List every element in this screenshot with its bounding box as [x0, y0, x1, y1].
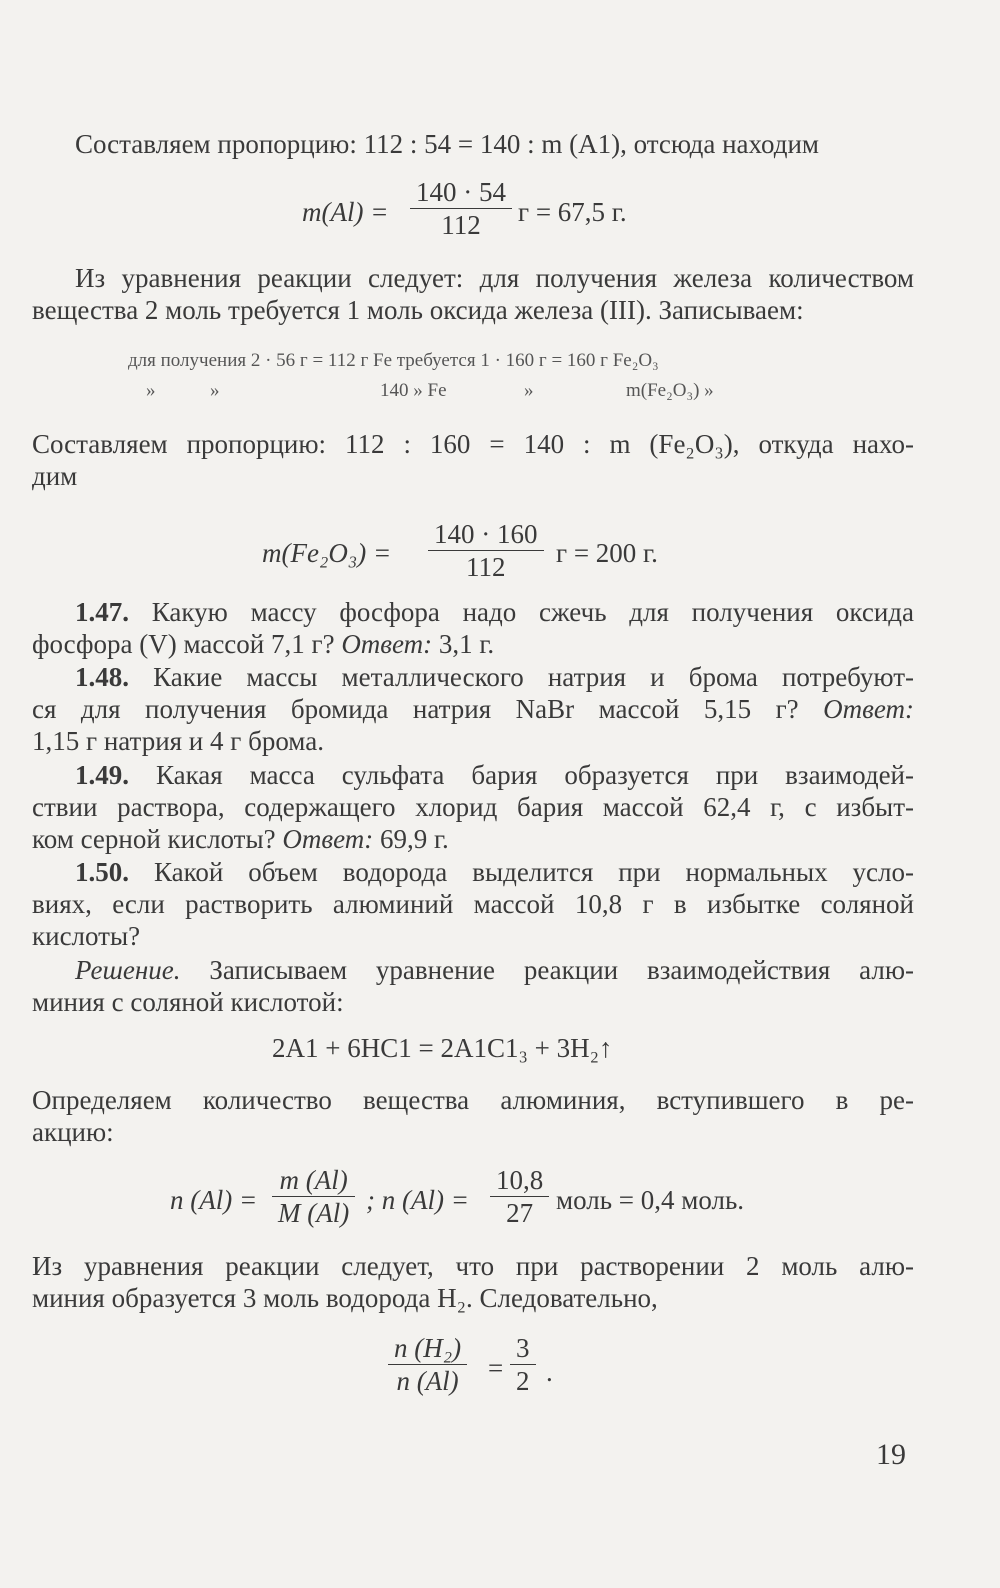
- fraction: [510, 1332, 536, 1397]
- problem-number: 1.50.: [75, 857, 129, 887]
- text-line: Составляем пропорцию: 112 : 54 = 140 : m (A1), отсюда находим: [75, 129, 819, 159]
- table-cell: 140 » Fe: [380, 380, 447, 401]
- reaction-equation: 2A1 + 6HC1 = 2A1C1₃ + 3H₂↑: [272, 1033, 613, 1063]
- problem-1-50: [75, 856, 914, 888]
- problem-number: 1.47.: [75, 597, 129, 627]
- fraction-numerator: m (Al): [279, 1165, 348, 1195]
- formula-mid: [366, 1184, 469, 1216]
- formula-lhs: [262, 537, 391, 569]
- text-line: Из уравнения реакции следует: для получения железа количеством: [75, 263, 914, 293]
- problem-text: ся для получения бромида натрия NaBr массой 5,15 г?: [32, 694, 799, 724]
- problem-text: Какая масса сульфата бария образуется при взаимодей-: [155, 760, 914, 790]
- text-line: [32, 628, 494, 660]
- fraction-denominator: 112: [466, 552, 506, 582]
- text-line: миния с соляной кислотой:: [32, 987, 344, 1017]
- fraction-denominator: 112: [441, 210, 481, 240]
- problem-text: Какие массы металлического натрия и брома потребуют-: [153, 662, 914, 692]
- problem-1-47: [75, 596, 914, 628]
- formula-lhs: [170, 1184, 257, 1216]
- solution-start: [75, 954, 914, 986]
- fraction: [428, 518, 544, 583]
- table-line: для получения 2 · 56 г = 112 г Fe требуется 1 · 160 г = 160 г Fe₂O₃: [128, 350, 659, 371]
- table-cell: »: [210, 380, 220, 401]
- text-line: кислоты?: [32, 921, 141, 951]
- fraction-numerator: 140 · 54: [416, 177, 506, 207]
- page-number: 19: [876, 1438, 906, 1471]
- problem-text: фосфора (V) массой 7,1 г?: [32, 629, 335, 659]
- problem-text: Какую массу фосфора надо сжечь для получения оксида: [151, 597, 915, 627]
- answer-value: 69,9 г.: [379, 824, 449, 854]
- text-line: вещества 2 моль требуется 1 моль оксида железа (III). Записываем:: [32, 295, 804, 325]
- text-line: [32, 823, 449, 855]
- fraction-numerator: 140 · 160: [434, 519, 538, 549]
- fraction: [490, 1164, 549, 1229]
- text-line: 1,15 г натрия и 4 г брома.: [32, 726, 324, 756]
- problem-text: Какой объем водорода выделится при нормальных усло-: [153, 857, 914, 887]
- formula-lhs-text: m(Fe₂O₃) =: [262, 538, 392, 568]
- text-line: дим: [32, 461, 78, 491]
- solution-label: Решение.: [75, 955, 181, 985]
- solution-text: Записываем уравнение реакции взаимодействия алю-: [209, 955, 914, 985]
- formula-rhs: моль = 0,4 моль.: [556, 1185, 745, 1215]
- fraction-numerator: 3: [516, 1333, 530, 1363]
- fraction-numerator: n (H₂): [394, 1333, 462, 1363]
- formula-lhs-text: n (Al) =: [170, 1185, 258, 1215]
- text-line: [32, 693, 914, 725]
- fraction-numerator: 10,8: [496, 1165, 544, 1195]
- answer-value: 3,1 г.: [438, 629, 495, 659]
- table-cell: »: [146, 380, 156, 401]
- text-line: виях, если растворить алюминий массой 10,8 г в избытке соляной: [32, 889, 914, 919]
- answer-label: Ответ:: [282, 824, 374, 854]
- fraction: [272, 1164, 355, 1229]
- text-line: Составляем пропорцию: 112 : 160 = 140 : m (Fe₂O₃), откуда нахо-: [32, 429, 914, 459]
- fraction-denominator: 27: [506, 1198, 534, 1228]
- problem-1-49: [75, 759, 914, 791]
- answer-label: Ответ:: [341, 629, 433, 659]
- formula-eq: =: [488, 1353, 504, 1383]
- answer-label: Ответ:: [823, 694, 914, 724]
- formula-lhs: [302, 196, 388, 228]
- fraction-denominator: n (Al): [396, 1366, 459, 1396]
- formula-lhs-text: m(Al) =: [302, 197, 389, 227]
- fraction: [410, 176, 512, 241]
- table-cell: m(Fe₂O₃) »: [626, 380, 714, 401]
- text-line: Из уравнения реакции следует, что при растворении 2 моль алю-: [32, 1251, 914, 1281]
- text-line: Определяем количество вещества алюминия, вступившего в ре-: [32, 1085, 914, 1115]
- formula-end: .: [546, 1357, 553, 1387]
- problem-number: 1.48.: [75, 662, 129, 692]
- problem-text: ком серной кислоты?: [32, 824, 276, 854]
- fraction-denominator: M (Al): [278, 1198, 350, 1228]
- problem-number: 1.49.: [75, 760, 129, 790]
- text-line: акцию:: [32, 1117, 114, 1147]
- fraction: [388, 1332, 467, 1397]
- problem-1-48: [75, 661, 914, 693]
- text-line: ствии раствора, содержащего хлорид бария массой 62,4 г, с избыт-: [32, 792, 914, 822]
- text-line: миния образуется 3 моль водорода H₂. Следовательно,: [32, 1283, 658, 1313]
- formula-rhs: г = 200 г.: [556, 538, 658, 568]
- fraction-denominator: 2: [516, 1366, 530, 1396]
- table-cell: »: [524, 380, 534, 401]
- formula-rhs: г = 67,5 г.: [518, 197, 627, 227]
- formula-mid-text: ; n (Al) =: [366, 1185, 469, 1215]
